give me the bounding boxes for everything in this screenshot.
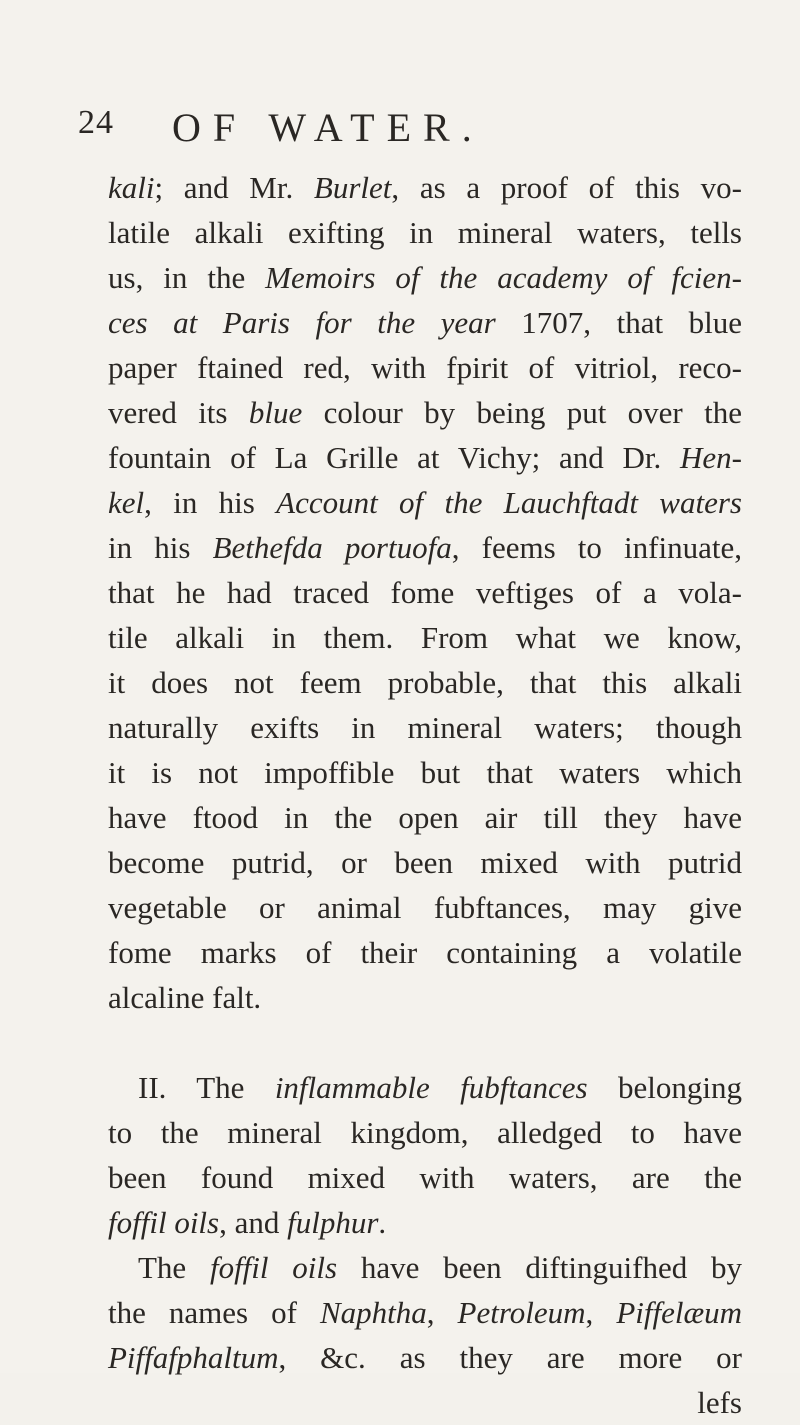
italic-run: Hen-	[680, 440, 742, 475]
italic-run: foffil oils	[209, 1250, 338, 1285]
paragraph-fossil-oils	[108, 1245, 742, 1380]
text-line: have ftood in the open air till they have	[108, 800, 742, 835]
text-line: it is not impoffible but that waters which	[108, 755, 742, 790]
italic-run: kali	[108, 170, 155, 205]
paragraph-gap	[108, 1020, 742, 1065]
paragraph-volatile-alkali	[108, 165, 742, 1020]
text-line: naturally exifts in mineral waters; though	[108, 710, 742, 745]
italic-run: Petroleum	[457, 1295, 586, 1330]
text-line: tile alkali in them. From what we know,	[108, 620, 742, 655]
italic-run: Piffelæum	[616, 1295, 743, 1330]
text-line: the names of Naphtha, Petroleum, Piffelæum	[108, 1295, 743, 1330]
italic-run: Bethefda portuofa	[212, 530, 452, 565]
text-line: us, in the Memoirs of the academy of fcien-	[108, 260, 742, 295]
text-line: it does not feem probable, that this alkali	[108, 665, 742, 700]
text-line: Piffafphaltum, &c. as they are more or	[108, 1340, 742, 1375]
text-line: to the mineral kingdom, alledged to have	[108, 1115, 742, 1150]
text-line: vered its blue colour by being put over the	[108, 395, 742, 430]
page-header	[78, 104, 484, 164]
text-line: ces at Paris for the year 1707, that blue	[108, 305, 742, 340]
italic-run: Burlet	[313, 170, 392, 205]
text-line: fountain of La Grille at Vichy; and Dr. Hen-	[108, 440, 742, 475]
italic-run: fulphur	[287, 1205, 379, 1240]
italic-run: inflammable fubftances	[274, 1070, 588, 1105]
text-line: been found mixed with waters, are the	[108, 1160, 742, 1195]
text-line: that he had traced fome veftiges of a vola-	[108, 575, 742, 610]
italic-run: Naphtha	[319, 1295, 427, 1330]
italic-run: kel	[108, 485, 145, 520]
italic-run: blue	[248, 395, 303, 430]
text-line: become putrid, or been mixed with putrid	[108, 845, 742, 880]
text-line: alcaline falt.	[108, 980, 262, 1015]
text-line: kali; and Mr. Burlet, as a proof of this vo-	[108, 170, 742, 205]
text-line: paper ftained red, with fpirit of vitriol, reco-	[108, 350, 742, 385]
text-line: latile alkali exifting in mineral waters, tells	[108, 215, 742, 250]
text-line: II. The inflammable fubftances belonging	[138, 1070, 742, 1105]
italic-run: Piffafphaltum	[108, 1340, 279, 1375]
body-text	[108, 165, 742, 1425]
running-title: OF WATER.	[172, 105, 484, 150]
italic-run: ces at Paris for the year	[108, 305, 496, 340]
paragraph-inflammable-substances	[108, 1065, 742, 1245]
text-line: fome marks of their containing a volatile	[108, 935, 742, 970]
text-line: The foffil oils have been diftinguifhed by	[138, 1250, 742, 1285]
text-line: vegetable or animal fubftances, may give	[108, 890, 742, 925]
text-line: foffil oils, and fulphur.	[108, 1205, 387, 1240]
italic-run: Account of the Lauchftadt waters	[276, 485, 742, 520]
italic-run: foffil oils	[108, 1205, 220, 1240]
text-line: in his Bethefda portuofa, feems to infinuate,	[108, 530, 742, 565]
italic-run: Memoirs of the academy of fcien-	[265, 260, 742, 295]
page-number: 24	[78, 104, 114, 141]
catchword: lefs	[697, 1385, 742, 1420]
text-line: kel, in his Account of the Lauchftadt waters	[108, 485, 742, 520]
